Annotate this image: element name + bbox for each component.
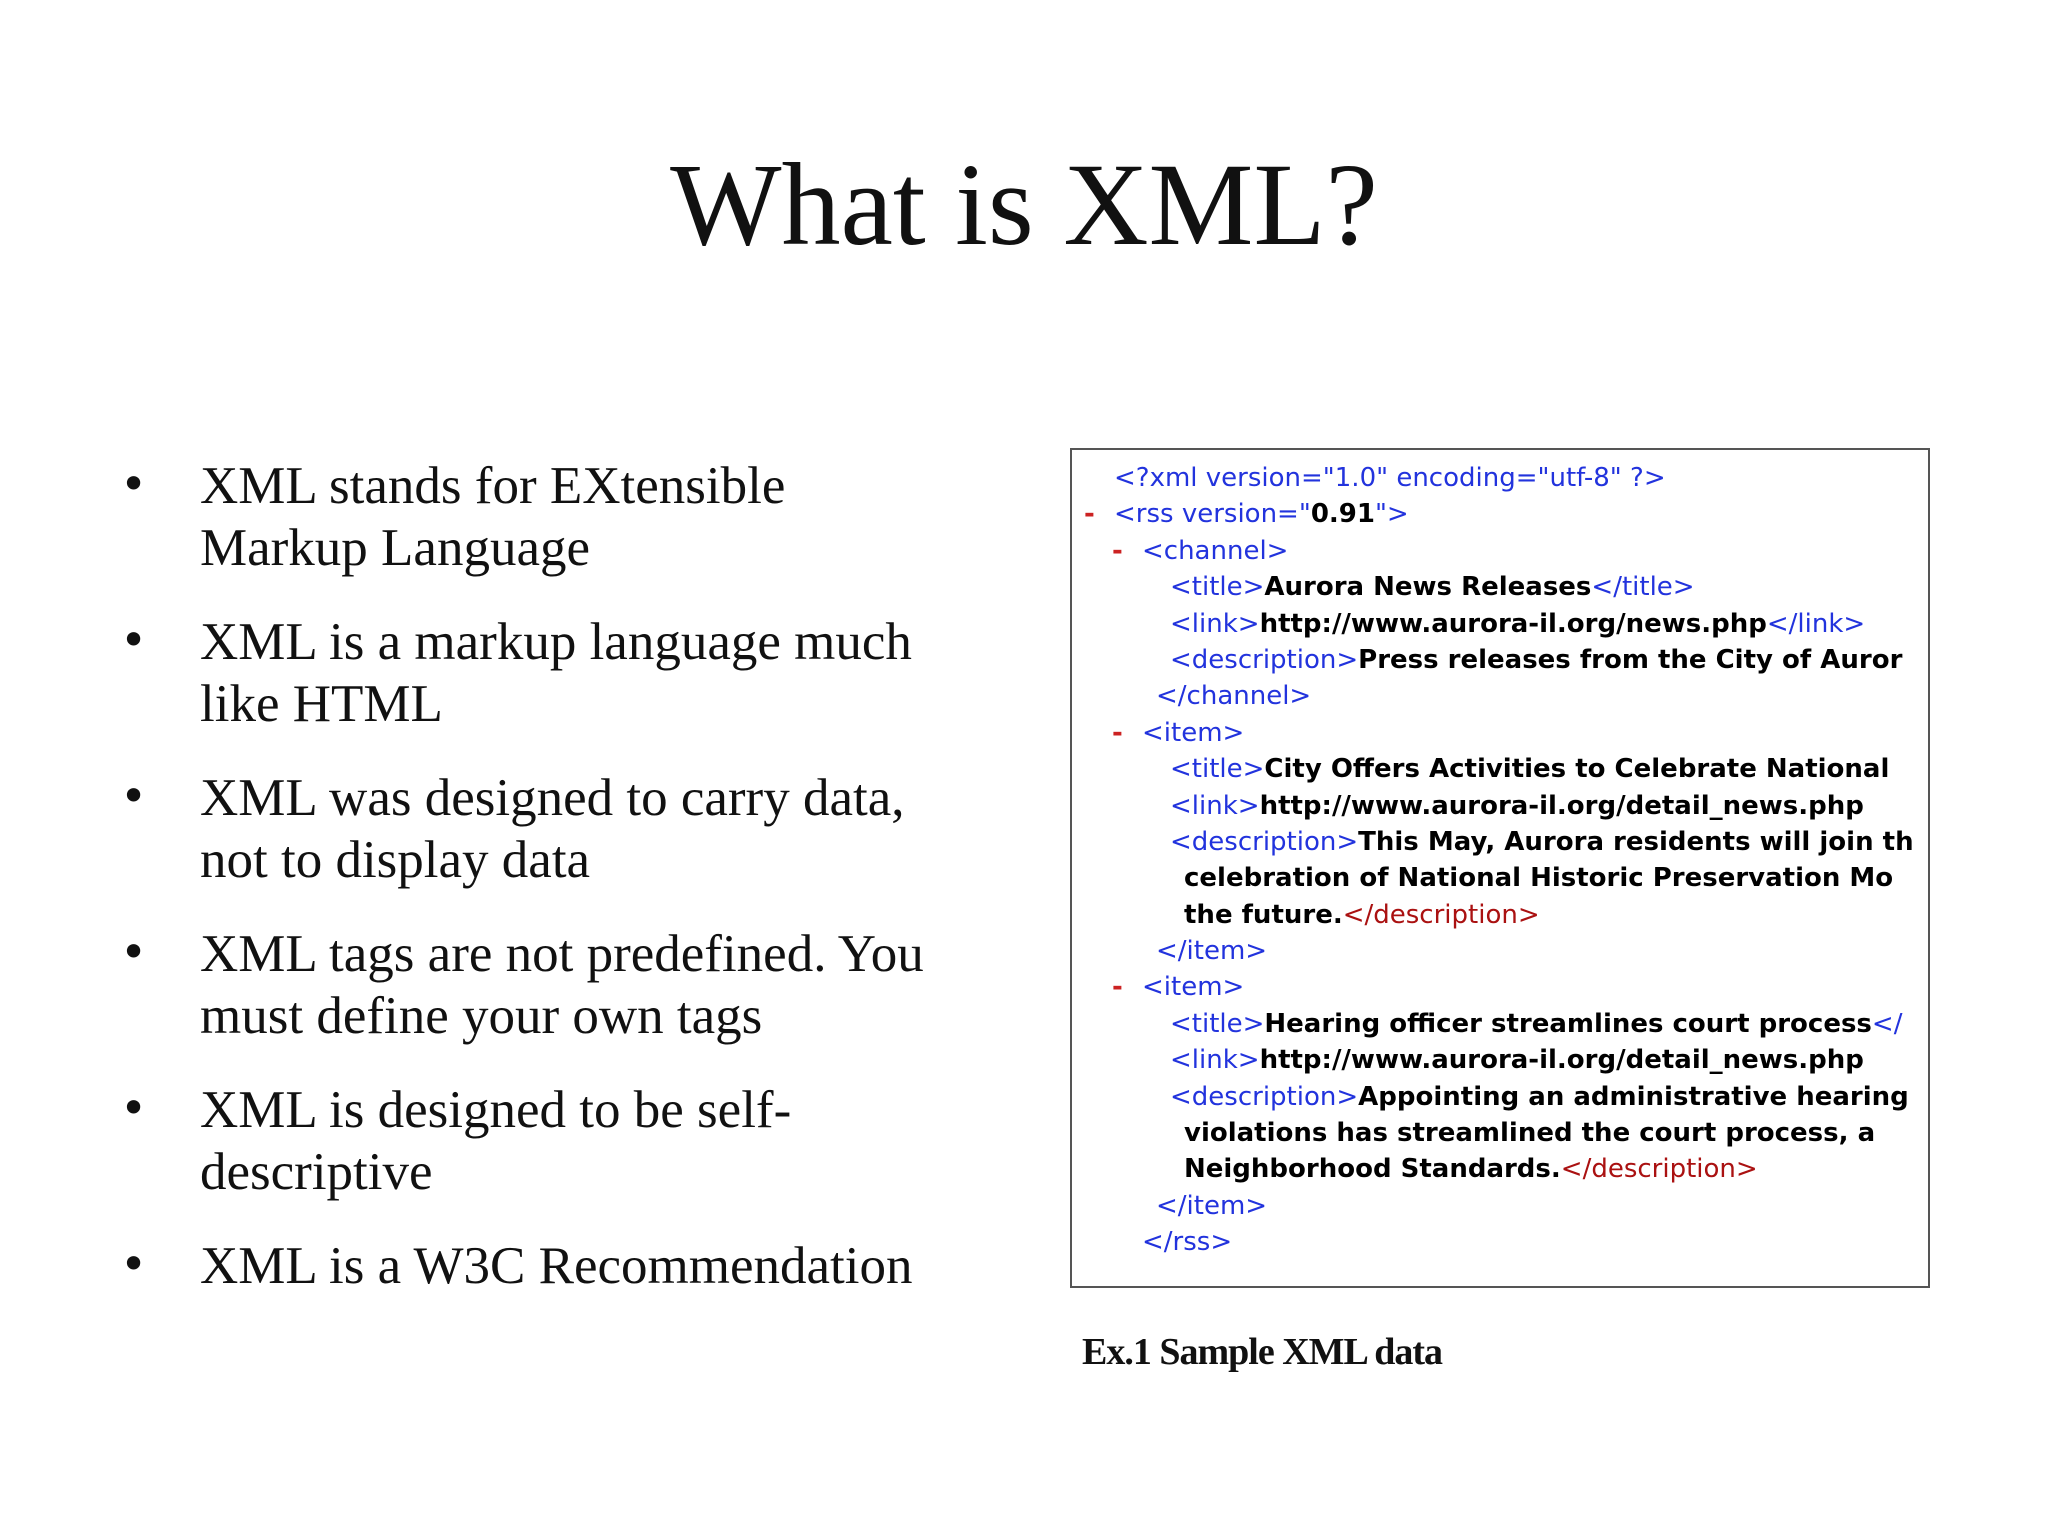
xml-line-text bbox=[1170, 1006, 1902, 1042]
bullet-icon: • bbox=[120, 613, 148, 667]
xml-content: Aurora News Releases bbox=[1264, 572, 1592, 603]
xml-line-text bbox=[1170, 788, 1864, 824]
xml-line-text bbox=[1156, 678, 1311, 714]
slide-title: What is XML? bbox=[670, 139, 1378, 270]
xml-tag: </channel> bbox=[1156, 681, 1312, 712]
xml-tag: </description> bbox=[1342, 899, 1540, 930]
bullet-text-line: not to display data bbox=[200, 831, 591, 889]
xml-content: This May, Aurora residents will join th bbox=[1358, 826, 1914, 857]
xml-line-text bbox=[1170, 569, 1695, 605]
bullet-item bbox=[120, 1235, 1000, 1297]
xml-tag: <title> bbox=[1170, 572, 1265, 603]
xml-sample-box bbox=[1070, 448, 1930, 1288]
xml-content: the future. bbox=[1184, 899, 1343, 930]
bullet-icon: • bbox=[120, 925, 148, 979]
bullet-text-line: XML stands for EXtensible bbox=[200, 457, 786, 515]
bullet-item bbox=[120, 1079, 1000, 1203]
xml-content: 0.91 bbox=[1310, 499, 1375, 530]
xml-content: http://www.aurora-il.org/news.php bbox=[1259, 608, 1767, 639]
xml-tag: </rss> bbox=[1142, 1227, 1233, 1258]
xml-line-text bbox=[1170, 642, 1902, 678]
xml-line-text bbox=[1170, 606, 1865, 642]
xml-line-text bbox=[1156, 1188, 1267, 1224]
xml-tag: <rss version=" bbox=[1114, 499, 1311, 530]
bullet-item bbox=[120, 923, 1000, 1047]
xml-tag: <item> bbox=[1142, 972, 1245, 1003]
xml-tag: </item> bbox=[1156, 1190, 1268, 1221]
bullet-text-line: must define your own tags bbox=[200, 987, 763, 1045]
bullet-item bbox=[120, 767, 1000, 891]
xml-tag: <channel> bbox=[1142, 535, 1289, 566]
xml-tag: </title> bbox=[1591, 572, 1695, 603]
xml-line-text bbox=[1156, 933, 1267, 969]
bullet-item bbox=[120, 611, 1000, 735]
xml-line-text bbox=[1184, 897, 1540, 933]
xml-content: Hearing officer streamlines court process bbox=[1264, 1008, 1872, 1039]
bullet-text-line: XML is a W3C Recommendation bbox=[200, 1237, 913, 1295]
collapse-minus-icon: - bbox=[1112, 717, 1123, 748]
bullet-icon: • bbox=[120, 1237, 148, 1291]
bullet-item bbox=[120, 455, 1000, 579]
xml-content: http://www.aurora-il.org/detail_news.php bbox=[1259, 790, 1864, 821]
xml-tag: </link> bbox=[1766, 608, 1866, 639]
xml-content: http://www.aurora-il.org/detail_news.php bbox=[1259, 1045, 1864, 1076]
xml-content: Neighborhood Standards. bbox=[1184, 1154, 1561, 1185]
bullet-text-line: descriptive bbox=[200, 1143, 433, 1201]
bullet-icon: • bbox=[120, 457, 148, 511]
bullet-text-line: XML is designed to be self- bbox=[200, 1081, 792, 1139]
xml-line-text bbox=[1170, 751, 1889, 787]
xml-content: City Offers Activities to Celebrate National bbox=[1264, 754, 1890, 785]
collapse-minus-icon: - bbox=[1112, 972, 1123, 1003]
xml-content: Appointing an administrative hearing bbox=[1358, 1081, 1909, 1112]
bullet-text-line: XML tags are not predefined. You bbox=[200, 925, 924, 983]
xml-line-text bbox=[1114, 460, 1666, 496]
xml-tag: <description> bbox=[1170, 644, 1359, 675]
figure-caption: Ex.1 Sample XML data bbox=[1082, 1331, 1443, 1373]
xml-tag: "> bbox=[1374, 499, 1409, 530]
xml-tag: <link> bbox=[1170, 790, 1260, 821]
xml-line-text bbox=[1142, 715, 1244, 751]
xml-line-text bbox=[1170, 1079, 1909, 1115]
collapse-minus-icon: - bbox=[1084, 499, 1095, 530]
bullet-icon: • bbox=[120, 1081, 148, 1135]
xml-tag: </item> bbox=[1156, 936, 1268, 967]
xml-line-text bbox=[1142, 533, 1288, 569]
xml-line-text bbox=[1142, 1224, 1232, 1260]
xml-tag: </description> bbox=[1560, 1154, 1758, 1185]
xml-content: Press releases from the City of Auror bbox=[1358, 644, 1903, 675]
xml-content: violations has streamlined the court process, a bbox=[1184, 1118, 1876, 1149]
bullet-text-line: XML was designed to carry data, bbox=[200, 769, 905, 827]
xml-tag: <link> bbox=[1170, 1045, 1260, 1076]
collapse-minus-icon: - bbox=[1112, 535, 1123, 566]
xml-tag: <?xml version="1.0" encoding="utf-8" ?> bbox=[1114, 463, 1666, 493]
xml-line-text bbox=[1184, 860, 1893, 896]
bullet-text-line: Markup Language bbox=[200, 519, 590, 577]
xml-line-text bbox=[1170, 824, 1914, 860]
xml-tag: <description> bbox=[1170, 1081, 1359, 1112]
xml-line-text bbox=[1142, 969, 1244, 1005]
bullet-text-line: like HTML bbox=[200, 675, 443, 733]
xml-content: celebration of National Historic Preservation Mo bbox=[1184, 863, 1894, 894]
xml-tag: </ bbox=[1871, 1008, 1903, 1039]
xml-line-text bbox=[1184, 1151, 1758, 1187]
xml-tag: <item> bbox=[1142, 717, 1245, 748]
xml-line-text bbox=[1114, 496, 1409, 532]
bullet-icon: • bbox=[120, 769, 148, 823]
xml-tag: <link> bbox=[1170, 608, 1260, 639]
xml-line-text bbox=[1170, 1042, 1864, 1078]
xml-line-text bbox=[1184, 1115, 1875, 1151]
xml-tag: <title> bbox=[1170, 1008, 1265, 1039]
bullet-list bbox=[120, 455, 1000, 1329]
bullet-text-line: XML is a markup language much bbox=[200, 613, 912, 671]
xml-tag: <description> bbox=[1170, 826, 1359, 857]
xml-tag: <title> bbox=[1170, 754, 1265, 785]
